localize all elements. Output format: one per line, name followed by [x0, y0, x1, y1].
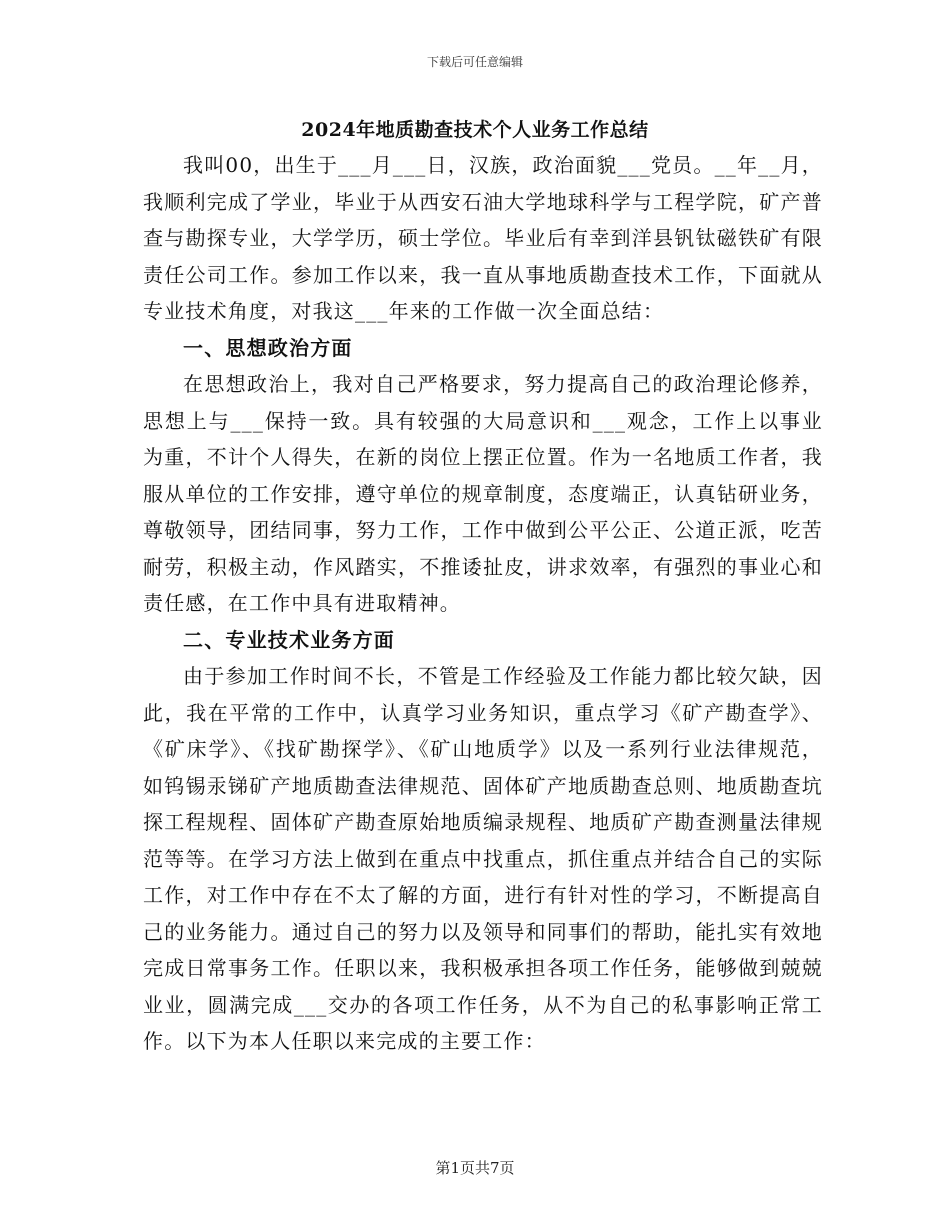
section-paragraph-technical: 由于参加工作时间不长，不管是工作经验及工作能力都比较欠缺，因此，我在平常的工作中，认真学习业务知识，重点学习《矿产勘查学》、《矿床学》、《找矿勘探学》、《矿山地质学》以及一系列行业法律规范，如钨锡汞锑矿产地质勘查法律规范、固体矿产地质勘查总则、地质勘查坑探工程规程、固体矿产勘查原始地质编录规程、地质矿产勘查测量法律规范等等。在学习方法上做到在重点中找重点，抓住重点并结合自己的实际工作，对工作中存在不太了解的方面，进行有针对性的学习，不断提高自己的业务能力。通过自己的努力以及领导和同事们的帮助，能扎实有效地完成日常事务工作。任职以来，我积极承担各项工作任务，能够做到兢兢业业，圆满完成___交办的各项工作任务，从不为自己的私事影响正常工作。以下为本人任职以来完成的主要工作： — [143, 664, 823, 1053]
section-heading-political: 一、思想政治方面 — [183, 335, 353, 360]
intro-paragraph: 我叫00，出生于___月___日，汉族，政治面貌___党员。__年__月，我顺利完成了学业，毕业于从西安石油大学地球科学与工程学院，矿产普查与勘探专业，大学学历，硕士学位。毕业后有幸到洋县钒钛磁铁矿有限责任公司工作。参加工作以来，我一直从事地质勘查技术工作，下面就从专业技术角度，对我这___年来的工作做一次全面总结： — [143, 153, 823, 323]
page-number: 第1页共7页 — [435, 1159, 515, 1177]
section-paragraph-political: 在思想政治上，我对自己严格要求，努力提高自己的政治理论修养，思想上与___保持一致。具有较强的大局意识和___观念，工作上以事业为重，不计个人得失，在新的岗位上摆正位置。作为一名地质工作者，我服从单位的工作安排，遵守单位的规章制度，态度端正，认真钻研业务，尊敬领导，团结同事，努力工作，工作中做到公平公正、公道正派，吃苦耐劳，积极主动，作风踏实，不推诿扯皮，讲求效率，有强烈的事业心和责任感，在工作中具有进取精神。 — [143, 372, 823, 615]
page-header-note: 下载后可任意编辑 — [426, 55, 523, 69]
section-heading-technical: 二、专业技术业务方面 — [183, 627, 395, 652]
document-title: 2024年地质勘查技术个人业务工作总结 — [301, 119, 649, 141]
document-body — [143, 147, 823, 1060]
